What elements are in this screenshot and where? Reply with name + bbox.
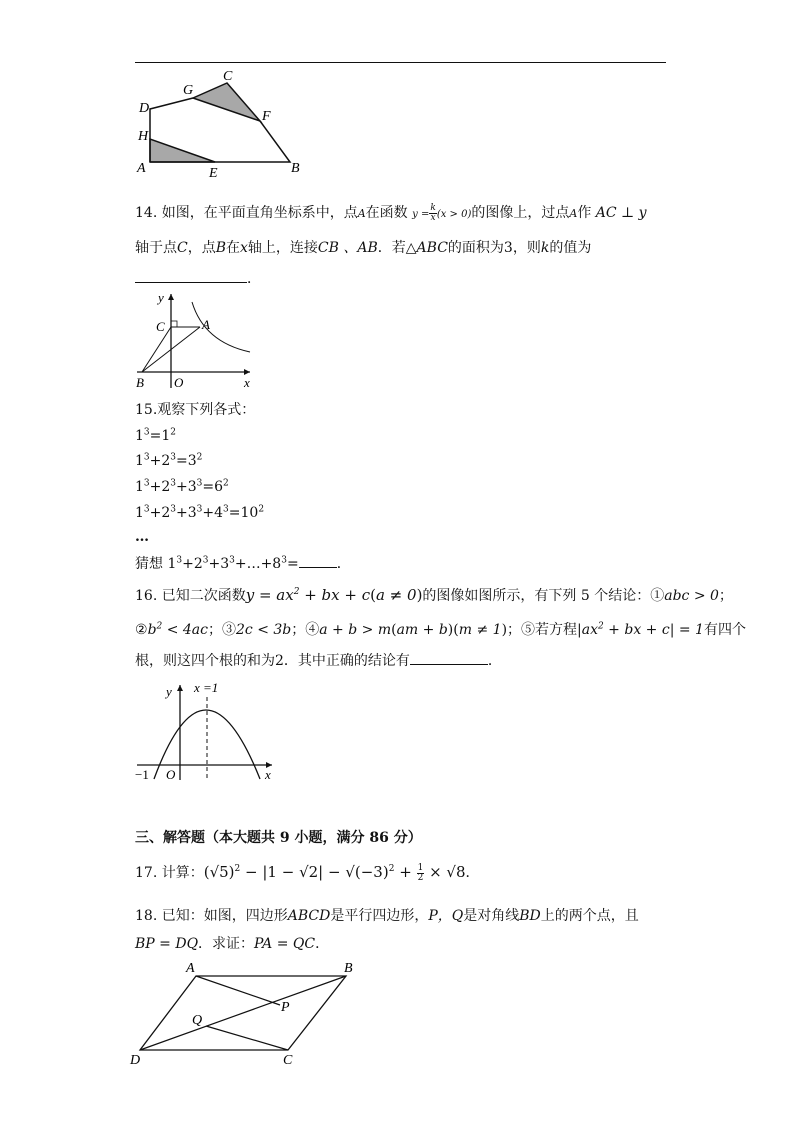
fig-x: x bbox=[265, 767, 271, 782]
fig-A: A bbox=[202, 317, 210, 332]
q14-figure bbox=[132, 290, 257, 390]
answer-blank bbox=[410, 650, 488, 665]
fig-x: x bbox=[244, 375, 250, 390]
shaded-triangle-gcf bbox=[193, 83, 260, 121]
q15-eq3: $1^3+2^3+3^3=6^2$ bbox=[135, 478, 229, 495]
fig-C: C bbox=[283, 1053, 293, 1068]
q15-eq2: $1^3+2^3=3^2$ bbox=[135, 452, 203, 469]
shaded-triangle-hae bbox=[150, 139, 215, 162]
label-B: B bbox=[291, 161, 300, 176]
fig-axis-label: x =1 bbox=[194, 680, 219, 695]
fig-C: C bbox=[156, 319, 165, 334]
fig-Q: Q bbox=[192, 1013, 203, 1028]
fig-P: P bbox=[281, 1000, 290, 1015]
section-heading: 三、解答题（本大题共 9 小题，满分 86 分） bbox=[135, 830, 422, 846]
label-C: C bbox=[223, 69, 233, 84]
q18-line1: 18. 已知：如图，四边形ABCD是平行四边形，P，Q是对角线BD上的两个点，且 bbox=[135, 908, 639, 924]
fig-D: D bbox=[130, 1053, 141, 1068]
q17-line: 17. 计算：$(√5)^2 - |1 - √2| - √(-3)^2$ + $\frac{1}{2}$ × √8． bbox=[135, 862, 480, 883]
q14-line1: 14. 如图，在平面直角坐标系中，点A在函数 y = $\frac{k}{x}$ (x > 0)的图像上，过点A作 AC ⊥ y bbox=[135, 202, 647, 223]
hyperbola-curve bbox=[192, 302, 250, 352]
q15-eq4: $1^3+2^3+3^3+4^3=10^2$ bbox=[135, 504, 265, 521]
fig-B: B bbox=[136, 375, 144, 390]
label-A: A bbox=[137, 161, 146, 176]
diagonal-bd bbox=[140, 976, 346, 1050]
q18-line2: BP = DQ．求证：PA = QC． bbox=[135, 936, 330, 952]
q18-figure bbox=[128, 958, 368, 1073]
fig-minus-one: −1 bbox=[135, 767, 149, 782]
q14-line2: 轴于点C，点B在x轴上，连接CB 、AB．若△ABC的面积为3，则k的值为 bbox=[135, 240, 592, 256]
q13-figure bbox=[135, 66, 315, 181]
segment-ap bbox=[196, 976, 280, 1005]
q16-figure bbox=[132, 675, 282, 785]
top-rule bbox=[135, 62, 666, 63]
q15-title: 15.观察下列各式： bbox=[135, 402, 256, 418]
q14-answer-line: ． bbox=[135, 268, 261, 289]
answer-blank bbox=[299, 553, 337, 568]
answer-blank bbox=[135, 268, 247, 283]
fig-B: B bbox=[344, 961, 353, 976]
fraction-one-half: $\frac{1}{2}$ bbox=[417, 862, 424, 883]
label-H: H bbox=[138, 129, 149, 144]
label-E: E bbox=[209, 166, 218, 181]
fig-O: O bbox=[166, 767, 176, 782]
fig-A: A bbox=[186, 961, 195, 976]
q16-line2: $②b^2 < 4ac$；③2c < 3b；④a + b > m(am + b)(m ≠ 1)；⑤若方程$|ax^2$ + bx + c| = 1有四个 bbox=[135, 621, 746, 638]
q15-guess: 猜想 $1^3+2^3+3^3+\dots+8^3=$ ． bbox=[135, 553, 351, 574]
q16-line1: 16. 已知二次函数$y = ax^2$ + bx + c(a ≠ 0)的图像如图所示，有下列 5 个结论：①abc > 0； bbox=[135, 586, 733, 604]
right-angle-mark bbox=[171, 321, 177, 327]
label-D: D bbox=[139, 101, 150, 116]
segment-qc bbox=[206, 1026, 288, 1050]
fig-y: y bbox=[158, 290, 164, 305]
fig-y: y bbox=[166, 684, 172, 699]
label-G: G bbox=[183, 83, 194, 98]
q15-eq1: $1^3=1^2$ bbox=[135, 427, 177, 444]
label-F: F bbox=[262, 109, 271, 124]
q15-dots: … bbox=[135, 529, 149, 545]
fig-O: O bbox=[174, 375, 184, 390]
fraction-k-over-x: $\frac{k}{x}$ bbox=[430, 202, 436, 223]
q16-line3: 根，则这四个根的和为2．其中正确的结论有 ． bbox=[135, 650, 502, 671]
